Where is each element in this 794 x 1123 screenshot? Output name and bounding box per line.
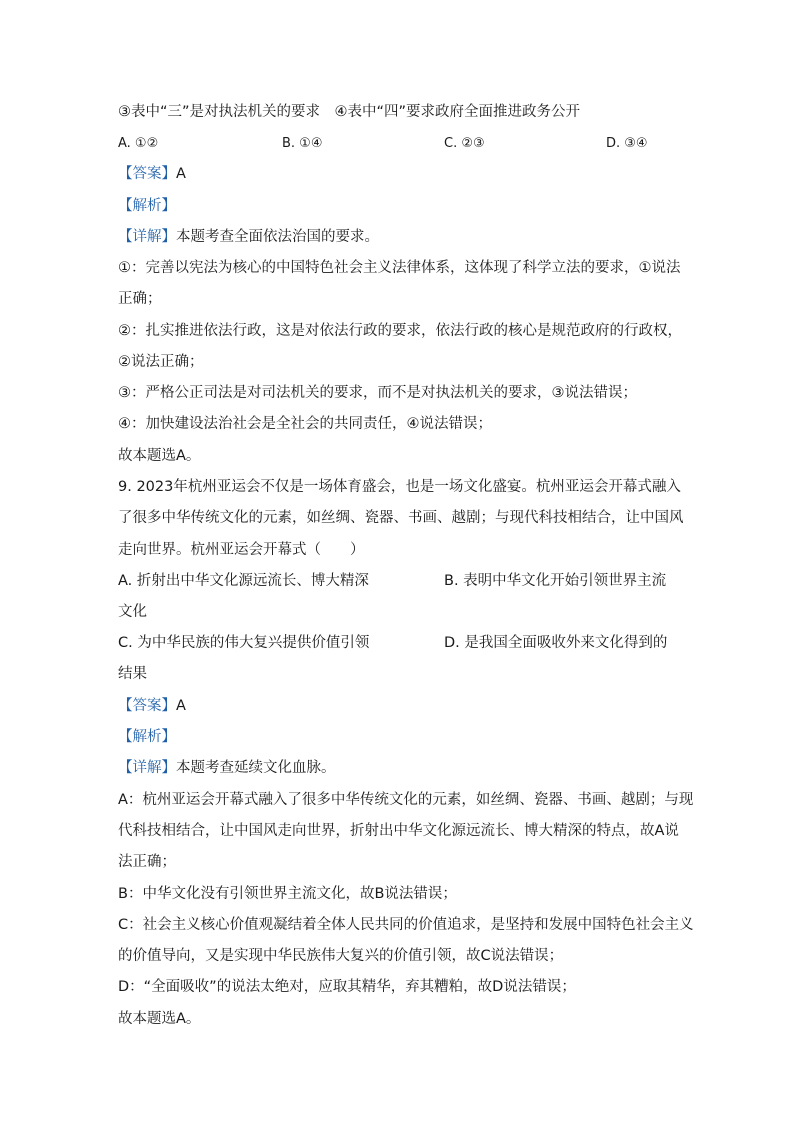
explanation-line: ④：加快建设法治社会是全社会的共同责任，④说法错误；	[118, 416, 492, 432]
answer-value: A	[176, 166, 186, 182]
detail-line	[118, 227, 379, 247]
q9-detail-line	[118, 758, 336, 778]
question-stem-line: 9. 2023年杭州亚运会不仅是一场体育盛会，也是一场文化盛宴。杭州亚运会开幕式融入	[118, 479, 681, 495]
q9-conclusion-line: 故本题选A。	[118, 1011, 201, 1027]
q9-option-d-cont: 结果	[118, 666, 147, 682]
option-d: D. ③④	[606, 136, 648, 151]
answer-value: A	[176, 698, 186, 714]
analysis-tag: 【解析】	[118, 198, 176, 214]
q9-option-d: D. 是我国全面吸收外来文化得到的	[444, 635, 668, 651]
analysis-tag: 【解析】	[118, 729, 176, 745]
explanation-line: ②：扎实推进依法行政，这是对依法行政的要求，依法行政的核心是规范政府的行政权，	[118, 323, 682, 339]
detail-tag: 【详解】	[118, 760, 176, 776]
option-c: C. ②③	[444, 136, 485, 151]
explanation-line: ②说法正确；	[118, 354, 204, 370]
conclusion-line: 故本题选A。	[118, 448, 201, 464]
q9-analysis-line	[118, 727, 176, 747]
q9-explanation-line: C：社会主义核心价值观凝结着全体人民共同的价值追求，是坚持和发展中国特色社会主义	[118, 917, 694, 933]
detail-intro: 本题考查延续文化血脉。	[176, 760, 336, 776]
analysis-line	[118, 196, 176, 216]
q9-explanation-line: 法正确；	[118, 854, 176, 870]
q9-option-a: A. 折射出中华文化源远流长、博大精深	[118, 573, 369, 589]
q9-answer-line	[118, 696, 186, 716]
q9-explanation-line: 的价值导向，又是实现中华民族伟大复兴的价值引领，故C说法错误；	[118, 948, 564, 964]
option-a: A. ①②	[118, 136, 159, 151]
detail-tag: 【详解】	[118, 229, 176, 245]
explanation-line: ①：完善以宪法为核心的中国特色社会主义法律体系，这体现了科学立法的要求，①说法	[118, 260, 681, 276]
q9-explanation-line: D：“全面吸收”的说法太绝对，应取其精华，弃其糟粕，故D说法错误；	[118, 979, 576, 995]
q9-explanation-line: 代科技相结合，让中国风走向世界，折射出中华文化源远流长、博大精深的特点，故A说	[118, 823, 679, 839]
question-stem-line: 了很多中华传统文化的元素，如丝绸、瓷器、书画、越剧；与现代科技相结合，让中国风	[118, 510, 684, 526]
q9-option-b-cont: 文化	[118, 604, 147, 620]
detail-intro: 本题考查全面依法治国的要求。	[176, 229, 379, 245]
q9-option-b: B. 表明中华文化开始引领世界主流	[444, 573, 667, 589]
q9-explanation-line: A：杭州亚运会开幕式融入了很多中华传统文化的元素，如丝绸、瓷器、书画、越剧；与现	[118, 792, 694, 808]
answer-line	[118, 164, 186, 184]
answer-tag: 【答案】	[118, 166, 176, 182]
q9-option-c: C. 为中华民族的伟大复兴提供价值引领	[118, 635, 370, 651]
explanation-line: 正确；	[118, 291, 162, 307]
option-b: B. ①④	[282, 136, 323, 151]
question-stem-line: 走向世界。杭州亚运会开幕式（ ）	[118, 542, 365, 558]
explanation-line: ③：严格公正司法是对司法机关的要求，而不是对执法机关的要求，③说法错误；	[118, 385, 637, 401]
q9-explanation-line: B：中华文化没有引领世界主流文化，故B说法错误；	[118, 886, 457, 902]
answer-tag: 【答案】	[118, 698, 176, 714]
statement-line: ③表中“三”是对执法机关的要求 ④表中“四”要求政府全面推进政务公开	[118, 104, 581, 120]
